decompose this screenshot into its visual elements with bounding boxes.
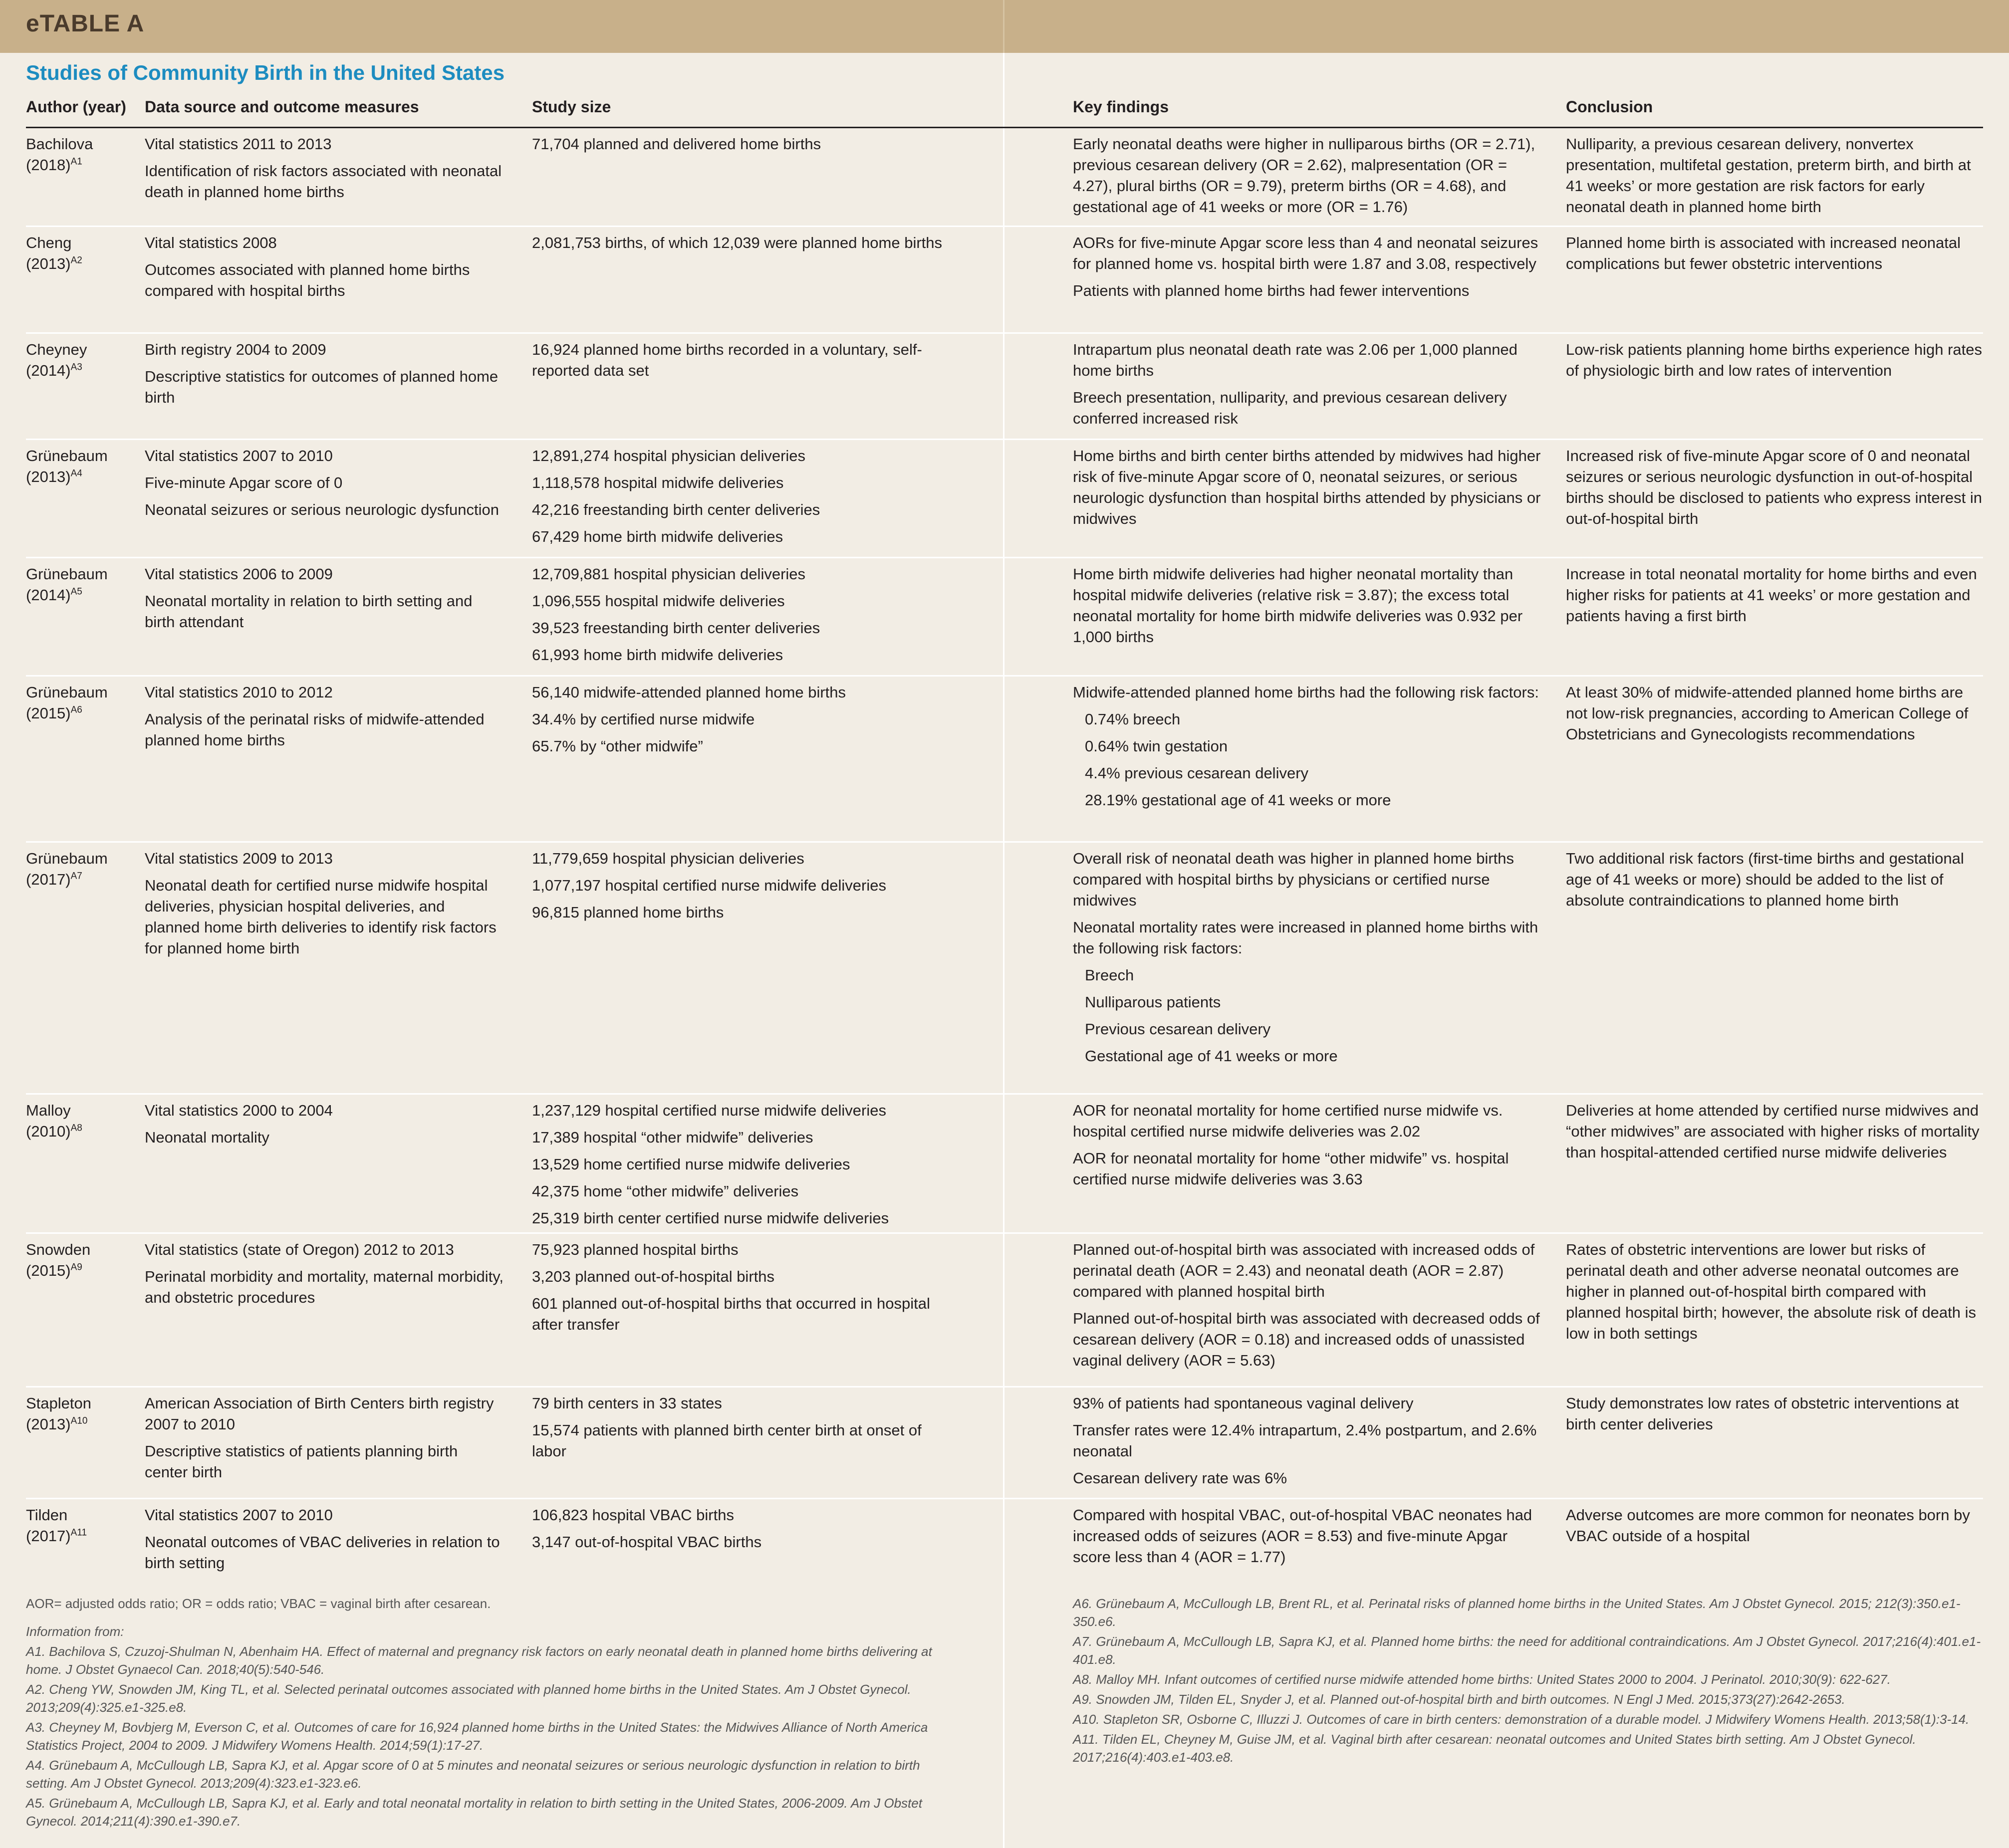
row-rule xyxy=(1004,332,1983,334)
findings-line: Breech presentation, nulliparity, and previous cesarean delivery conferred increased risk xyxy=(1073,389,1507,427)
conclusion-line: Study demonstrates low rates of obstetric interventions at birth center deliveries xyxy=(1566,1394,1959,1433)
abbreviations-note: AOR= adjusted odds ratio; OR = odds ratio; VBAC = vaginal birth after cesarean. xyxy=(26,1596,491,1611)
findings-subitem: Breech xyxy=(1085,966,1134,984)
findings-line: Intrapartum plus neonatal death rate was 2.06 per 1,000 planned home births xyxy=(1073,341,1518,379)
data-line: Vital statistics 2000 to 2004 xyxy=(145,1102,333,1119)
findings-line: Midwife-attended planned home births had the following risk factors: xyxy=(1073,684,1539,701)
cell-conclusion xyxy=(1566,232,1985,280)
cell-size xyxy=(532,339,951,387)
reference-item: A8. Malloy MH. Infant outcomes of certified nurse midwife attended home births: United States 2000 to 2004. J Perinatol. 2010;30(9): 622-627. xyxy=(1073,1672,1891,1687)
row-rule xyxy=(1004,557,1983,558)
cell-author xyxy=(26,682,136,724)
reference-item: A4. Grünebaum A, McCullough LB, Sapra KJ, et al. Apgar score of 0 at 5 minutes and neonatal seizures or serious neurologic dysfunction in relation to birth setting. Am J Obstet Gynecol. 2013;209(4):323.e1-323.e6. xyxy=(26,1758,920,1791)
cell-author xyxy=(26,446,136,487)
data-line: Neonatal death for certified nurse midwife hospital deliveries, physician hospital deliveries, and planned home birth deliveries to identify risk factors for planned home birth xyxy=(145,877,497,957)
findings-subitem: 0.64% twin gestation xyxy=(1085,737,1228,755)
row-rule xyxy=(1004,439,1983,440)
size-line: 12,709,881 hospital physician deliveries xyxy=(532,565,806,583)
header-rule xyxy=(26,127,1983,128)
findings-subitem: Nulliparous patients xyxy=(1085,993,1221,1011)
conclusion-line: Rates of obstetric interventions are lower but risks of perinatal death and other adverse neonatal outcomes are higher in planned out-of-hospital birth compared with planned hospital birth; however, the absolute risk of death is low in both settings xyxy=(1566,1241,1977,1342)
cell-findings xyxy=(1073,339,1547,435)
findings-line: Transfer rates were 12.4% intrapartum, 2.4% postpartum, and 2.6% neonatal xyxy=(1073,1421,1537,1460)
cell-conclusion xyxy=(1566,564,1985,633)
row-rule xyxy=(1004,1093,1983,1095)
cell-conclusion xyxy=(1566,1505,1985,1553)
cell-conclusion xyxy=(1566,1100,1985,1169)
findings-subitem: 28.19% gestational age of 41 weeks or more xyxy=(1085,791,1391,809)
findings-line: Home births and birth center births attended by midwives had higher risk of five-minute Apgar score of 0, neonatal seizures, or serious neurologic dysfunction than hospital births attended by physicians or midwives xyxy=(1073,447,1541,527)
reference-item: A1. Bachilova S, Czuzoj-Shulman N, Abenhaim HA. Effect of maternal and pregnancy risk factors on early neonatal death in planned home births delivering at home. J Obstet Gynaecol Can. 2018;40(5):540-546. xyxy=(26,1644,932,1677)
data-line: Vital statistics 2008 xyxy=(145,234,277,251)
size-line: 79 birth centers in 33 states xyxy=(532,1394,722,1412)
size-line: 13,529 home certified nurse midwife deliveries xyxy=(532,1155,850,1173)
author-year xyxy=(26,360,136,381)
year-text: (2017) xyxy=(26,1527,71,1545)
data-line: Vital statistics 2010 to 2012 xyxy=(145,684,333,701)
data-line: Analysis of the perinatal risks of midwife-attended planned home births xyxy=(145,710,485,749)
data-line: Descriptive statistics for outcomes of planned home birth xyxy=(145,368,499,406)
author-year xyxy=(26,466,136,487)
cell-data xyxy=(145,682,504,757)
data-line: Vital statistics 2007 to 2010 xyxy=(145,447,333,464)
year-text: (2018) xyxy=(26,156,71,174)
cell-data xyxy=(145,232,504,307)
data-line: Neonatal mortality xyxy=(145,1129,269,1146)
year-text: (2013) xyxy=(26,1415,71,1433)
author-name: Grünebaum xyxy=(26,565,108,583)
column-header-conclusion: Conclusion xyxy=(1566,98,1653,116)
cell-data xyxy=(145,1239,504,1314)
cell-findings xyxy=(1073,232,1547,307)
table-title: Studies of Community Birth in the United States xyxy=(26,61,505,84)
cell-author xyxy=(26,1239,136,1281)
footnotes-left xyxy=(26,1595,939,1832)
cell-findings xyxy=(1073,564,1547,654)
findings-line: Cesarean delivery rate was 6% xyxy=(1073,1469,1287,1487)
size-line: 1,077,197 hospital certified nurse midwife deliveries xyxy=(532,877,886,894)
row-rule xyxy=(26,675,1003,677)
cell-data xyxy=(145,1100,504,1154)
cell-data xyxy=(145,339,504,414)
author-year xyxy=(26,1260,136,1281)
cell-conclusion xyxy=(1566,134,1985,224)
row-rule xyxy=(1004,841,1983,843)
reference-item: A6. Grünebaum A, McCullough LB, Brent RL, et al. Perinatal risks of planned home births in the United States. Am J Obstet Gynecol. 2015; 212(3):350.e1-350.e6. xyxy=(1073,1596,1961,1629)
reference-marker: A5 xyxy=(70,586,82,597)
cell-conclusion xyxy=(1566,339,1985,387)
author-year xyxy=(26,1121,136,1142)
author-year xyxy=(26,1414,136,1435)
year-text: (2013) xyxy=(26,468,71,485)
author-year xyxy=(26,585,136,606)
cell-findings xyxy=(1073,1393,1547,1495)
reference-marker: A9 xyxy=(70,1262,82,1273)
author-name: Grünebaum xyxy=(26,684,108,701)
data-line: Vital statistics (state of Oregon) 2012 to 2013 xyxy=(145,1241,454,1258)
reference-item: A11. Tilden EL, Cheyney M, Guise JM, et al. Vaginal birth after cesarean: neonatal outcomes and United States birth setting. Am J Obstet Gynecol. 2017;216(4):403.e1-403.e8. xyxy=(1073,1732,1916,1765)
author-name: Snowden xyxy=(26,1241,91,1258)
size-line: 3,147 out-of-hospital VBAC births xyxy=(532,1533,762,1551)
row-rule xyxy=(26,1232,1003,1234)
cell-author xyxy=(26,1505,136,1547)
row-rule xyxy=(26,332,1003,334)
row-rule xyxy=(26,841,1003,843)
author-year xyxy=(26,155,136,176)
header-bar xyxy=(0,0,2009,53)
author-name: Cheyney xyxy=(26,341,87,358)
reference-marker: A4 xyxy=(70,468,82,479)
reference-item: A2. Cheng YW, Snowden JM, King TL, et al. Selected perinatal outcomes associated with planned home births in the United States. Am J Obstet Gynecol. 2013;209(4):325.e1-325.e8. xyxy=(26,1682,911,1715)
cell-size xyxy=(532,134,951,161)
column-header-key-findings: Key findings xyxy=(1073,98,1169,116)
cell-size xyxy=(532,232,951,259)
row-rule xyxy=(26,1093,1003,1095)
author-name: Grünebaum xyxy=(26,850,108,867)
size-line: 34.4% by certified nurse midwife xyxy=(532,710,755,728)
reference-item: A10. Stapleton SR, Osborne C, Illuzzi J. Outcomes of care in birth centers: demonstration of a durable model. J Midwifery Womens Health. 2013;58(1):3-14. xyxy=(1073,1712,1970,1727)
findings-line: Compared with hospital VBAC, out-of-hospital VBAC neonates had increased odds of seizures (AOR = 8.53) and five-minute Apgar score less than 4 (AOR = 1.77) xyxy=(1073,1506,1532,1566)
footnotes-right xyxy=(1073,1595,1986,1768)
findings-line: Early neonatal deaths were higher in nulliparous births (OR = 2.71), previous cesarean delivery (OR = 2.62), malpresentation (OR = 4.27), plural births (OR = 9.79), preterm births (OR = 4.68), and gestational age of 41 weeks or more (OR = 1.76) xyxy=(1073,135,1535,216)
conclusion-line: Two additional risk factors (first-time births and gestational age of 41 weeks or more) should be added to the list of absolute contraindications to planned home birth xyxy=(1566,850,1964,909)
cell-data xyxy=(145,848,504,965)
data-line: Vital statistics 2011 to 2013 xyxy=(145,135,332,153)
reference-marker: A6 xyxy=(70,704,82,715)
cell-findings xyxy=(1073,848,1547,1073)
author-name: Bachilova xyxy=(26,135,93,153)
column-divider xyxy=(1003,53,1004,1848)
author-name: Grünebaum xyxy=(26,447,108,464)
author-name: Stapleton xyxy=(26,1394,91,1412)
conclusion-line: Nulliparity, a previous cesarean delivery, nonvertex presentation, multifetal gestation, preterm birth, and birth at 41 weeks’ or more gestation are risk factors for early neonatal death in planned home birth xyxy=(1566,135,1971,216)
cell-size xyxy=(532,1393,951,1468)
reference-item: A7. Grünebaum A, McCullough LB, Sapra KJ, et al. Planned home births: the need for additional contraindications. Am J Obstet Gynecol. 2017;216(4):401.e1-401.e8. xyxy=(1073,1634,1981,1667)
size-line: 3,203 planned out-of-hospital births xyxy=(532,1268,774,1285)
cell-author xyxy=(26,1393,136,1435)
cell-conclusion xyxy=(1566,682,1985,751)
findings-subitem: 4.4% previous cesarean delivery xyxy=(1085,764,1309,782)
row-rule xyxy=(26,226,1003,227)
row-rule xyxy=(26,557,1003,558)
conclusion-line: Adverse outcomes are more common for neonates born by VBAC outside of a hospital xyxy=(1566,1506,1970,1545)
data-line: Outcomes associated with planned home births compared with hospital births xyxy=(145,261,470,299)
data-line: Neonatal outcomes of VBAC deliveries in relation to birth setting xyxy=(145,1533,500,1572)
reference-item: A3. Cheyney M, Bovbjerg M, Everson C, et al. Outcomes of care for 16,924 planned home births in the United States: the Midwives Alliance of North America Statistics Project, 2004 to 2009. J Midwifery Womens Health. 2014;59(1):17-27. xyxy=(26,1720,928,1753)
size-line: 61,993 home birth midwife deliveries xyxy=(532,646,783,664)
row-rule xyxy=(1004,1386,1983,1387)
size-line: 1,237,129 hospital certified nurse midwife deliveries xyxy=(532,1102,886,1119)
cell-conclusion xyxy=(1566,1239,1985,1350)
reference-marker: A3 xyxy=(70,362,82,373)
cell-data xyxy=(145,1393,504,1489)
findings-line: Planned out-of-hospital birth was associated with decreased odds of cesarean delivery (AOR = 0.18) and increased odds of unassisted vaginal delivery (AOR = 5.63) xyxy=(1073,1310,1540,1369)
data-line: Birth registry 2004 to 2009 xyxy=(145,341,326,358)
row-rule xyxy=(26,1386,1003,1387)
cell-findings xyxy=(1073,682,1547,817)
cell-findings xyxy=(1073,1239,1547,1377)
table-label: eTABLE A xyxy=(26,10,145,37)
conclusion-line: Deliveries at home attended by certified nurse midwives and “other midwives” are associated with higher risks of mortality than hospital-attended certified nurse midwife deliveries xyxy=(1566,1102,1980,1161)
data-line: Neonatal mortality in relation to birth setting and birth attendant xyxy=(145,592,473,631)
cell-author xyxy=(26,564,136,606)
reference-marker: A8 xyxy=(70,1123,82,1134)
size-line: 15,574 patients with planned birth center birth at onset of labor xyxy=(532,1421,922,1460)
reference-marker: A10 xyxy=(70,1415,88,1426)
size-line: 75,923 planned hospital births xyxy=(532,1241,739,1258)
year-text: (2010) xyxy=(26,1123,71,1140)
cell-author xyxy=(26,1100,136,1142)
size-line: 106,823 hospital VBAC births xyxy=(532,1506,734,1524)
column-header-study-size: Study size xyxy=(532,98,611,116)
cell-author xyxy=(26,339,136,381)
year-text: (2017) xyxy=(26,871,71,888)
author-year xyxy=(26,253,136,274)
cell-data xyxy=(145,134,504,209)
cell-data xyxy=(145,1505,504,1580)
reference-marker: A1 xyxy=(70,156,82,167)
findings-line: Planned out-of-hospital birth was associated with increased odds of perinatal death (AOR = 2.43) and neonatal death (AOR = 2.87) compared with planned hospital birth xyxy=(1073,1241,1535,1300)
data-line: Vital statistics 2009 to 2013 xyxy=(145,850,333,867)
size-line: 16,924 planned home births recorded in a voluntary, self-reported data set xyxy=(532,341,922,379)
findings-line: AORs for five-minute Apgar score less than 4 and neonatal seizures for planned home vs. hospital birth were 1.87 and 3.08, respectively xyxy=(1073,234,1538,272)
size-line: 601 planned out-of-hospital births that occurred in hospital after transfer xyxy=(532,1295,930,1333)
size-line: 12,891,274 hospital physician deliveries xyxy=(532,447,806,464)
author-year xyxy=(26,869,136,890)
findings-subitem: Gestational age of 41 weeks or more xyxy=(1085,1047,1338,1065)
data-line: Vital statistics 2006 to 2009 xyxy=(145,565,333,583)
year-text: (2015) xyxy=(26,1262,71,1279)
cell-author xyxy=(26,848,136,890)
cell-data xyxy=(145,564,504,639)
findings-line: 93% of patients had spontaneous vaginal delivery xyxy=(1073,1394,1414,1412)
cell-size xyxy=(532,848,951,929)
conclusion-line: Planned home birth is associated with increased neonatal complications but fewer obstetric interventions xyxy=(1566,234,1961,272)
cell-findings xyxy=(1073,1100,1547,1196)
size-line: 42,375 home “other midwife” deliveries xyxy=(532,1182,799,1200)
row-rule xyxy=(1004,226,1983,227)
findings-subitem: Previous cesarean delivery xyxy=(1085,1020,1271,1038)
row-rule xyxy=(1004,1232,1983,1234)
source-label: Information from: xyxy=(26,1624,124,1639)
cell-findings xyxy=(1073,134,1547,224)
reference-item: A9. Snowden JM, Tilden EL, Snyder J, et al. Planned out-of-hospital birth and birth outcomes. N Engl J Med. 2015;373(27):2642-2653. xyxy=(1073,1692,1845,1707)
size-line: 1,118,578 hospital midwife deliveries xyxy=(532,474,784,491)
findings-line: Neonatal mortality rates were increased in planned home births with the following risk factors: xyxy=(1073,919,1538,957)
year-text: (2013) xyxy=(26,255,71,272)
author-name: Malloy xyxy=(26,1102,71,1119)
data-line: Descriptive statistics of patients planning birth center birth xyxy=(145,1442,458,1481)
cell-findings xyxy=(1073,446,1547,535)
findings-subitem: 0.74% breech xyxy=(1085,710,1181,728)
cell-size xyxy=(532,446,951,553)
row-rule xyxy=(1004,1498,1983,1499)
cell-findings xyxy=(1073,1505,1547,1574)
row-rule xyxy=(26,1498,1003,1499)
size-line: 67,429 home birth midwife deliveries xyxy=(532,528,783,545)
conclusion-line: Increase in total neonatal mortality for home births and even higher risks for patients at 41 weeks’ or more gestation and patients having a first birth xyxy=(1566,565,1977,625)
size-line: 96,815 planned home births xyxy=(532,904,724,921)
findings-line: Patients with planned home births had fewer interventions xyxy=(1073,282,1470,299)
cell-size xyxy=(532,1239,951,1341)
findings-line: AOR for neonatal mortality for home certified nurse midwife vs. hospital certified nurse midwife deliveries was 2.02 xyxy=(1073,1102,1503,1140)
size-line: 65.7% by “other midwife” xyxy=(532,737,703,755)
year-text: (2014) xyxy=(26,586,71,604)
reference-marker: A11 xyxy=(70,1527,87,1538)
size-line: 11,779,659 hospital physician deliveries xyxy=(532,850,804,867)
cell-conclusion xyxy=(1566,848,1985,917)
conclusion-line: At least 30% of midwife-attended planned home births are not low-risk pregnancies, according to American College of Obstetricians and Gynecologists recommendations xyxy=(1566,684,1969,743)
reference-marker: A7 xyxy=(70,871,82,882)
data-line: Neonatal seizures or serious neurologic dysfunction xyxy=(145,501,499,518)
reference-marker: A2 xyxy=(70,255,82,266)
cell-size xyxy=(532,564,951,672)
data-line: Identification of risk factors associated with neonatal death in planned home births xyxy=(145,162,502,201)
author-name: Cheng xyxy=(26,234,72,251)
row-rule xyxy=(1004,675,1983,677)
size-line: 56,140 midwife-attended planned home births xyxy=(532,684,846,701)
size-line: 39,523 freestanding birth center deliveries xyxy=(532,619,820,637)
conclusion-line: Low-risk patients planning home births experience high rates of physiologic birth and low rates of intervention xyxy=(1566,341,1983,379)
cell-size xyxy=(532,1100,951,1235)
data-line: American Association of Birth Centers birth registry 2007 to 2010 xyxy=(145,1394,494,1433)
year-text: (2015) xyxy=(26,704,71,722)
findings-line: Overall risk of neonatal death was higher in planned home births compared with hospital births by physicians or certified nurse midwives xyxy=(1073,850,1514,909)
findings-line: Home birth midwife deliveries had higher neonatal mortality than hospital midwife deliveries (relative risk = 3.87); the excess total neonatal mortality for home birth midwife deliveries was 0.932 per 1,000 births xyxy=(1073,565,1523,646)
size-line: 2,081,753 births, of which 12,039 were planned home births xyxy=(532,234,943,251)
cell-author xyxy=(26,232,136,274)
cell-size xyxy=(532,1505,951,1559)
row-rule xyxy=(26,439,1003,440)
author-year xyxy=(26,703,136,724)
reference-item: A5. Grünebaum A, McCullough LB, Sapra KJ, et al. Early and total neonatal mortality in relation to birth setting in the United States, 2006-2009. Am J Obstet Gynecol. 2014;211(4):390.e1-390.e7. xyxy=(26,1796,922,1829)
size-line: 25,319 birth center certified nurse midwife deliveries xyxy=(532,1209,889,1227)
column-header-author: Author (year) xyxy=(26,98,126,116)
cell-conclusion xyxy=(1566,1393,1985,1441)
cell-data xyxy=(145,446,504,526)
size-line: 1,096,555 hospital midwife deliveries xyxy=(532,592,785,610)
year-text: (2014) xyxy=(26,362,71,379)
data-line: Perinatal morbidity and mortality, maternal morbidity, and obstetric procedures xyxy=(145,1268,504,1306)
header-divider xyxy=(1003,0,1004,53)
cell-conclusion xyxy=(1566,446,1985,535)
cell-size xyxy=(532,682,951,763)
column-header-data-source: Data source and outcome measures xyxy=(145,98,419,116)
size-line: 71,704 planned and delivered home births xyxy=(532,135,821,153)
size-line: 42,216 freestanding birth center deliveries xyxy=(532,501,820,518)
author-year xyxy=(26,1526,136,1547)
size-line: 17,389 hospital “other midwife” deliveries xyxy=(532,1129,813,1146)
conclusion-line: Increased risk of five-minute Apgar score of 0 and neonatal seizures or serious neurologic dysfunction in out-of-hospital births should be disclosed to patients who express interest in out-of-hospital birth xyxy=(1566,447,1983,527)
findings-line: AOR for neonatal mortality for home “other midwife” vs. hospital certified nurse midwife deliveries was 3.63 xyxy=(1073,1150,1509,1188)
data-line: Vital statistics 2007 to 2010 xyxy=(145,1506,333,1524)
data-line: Five-minute Apgar score of 0 xyxy=(145,474,343,491)
author-name: Tilden xyxy=(26,1506,68,1524)
cell-author xyxy=(26,134,136,176)
